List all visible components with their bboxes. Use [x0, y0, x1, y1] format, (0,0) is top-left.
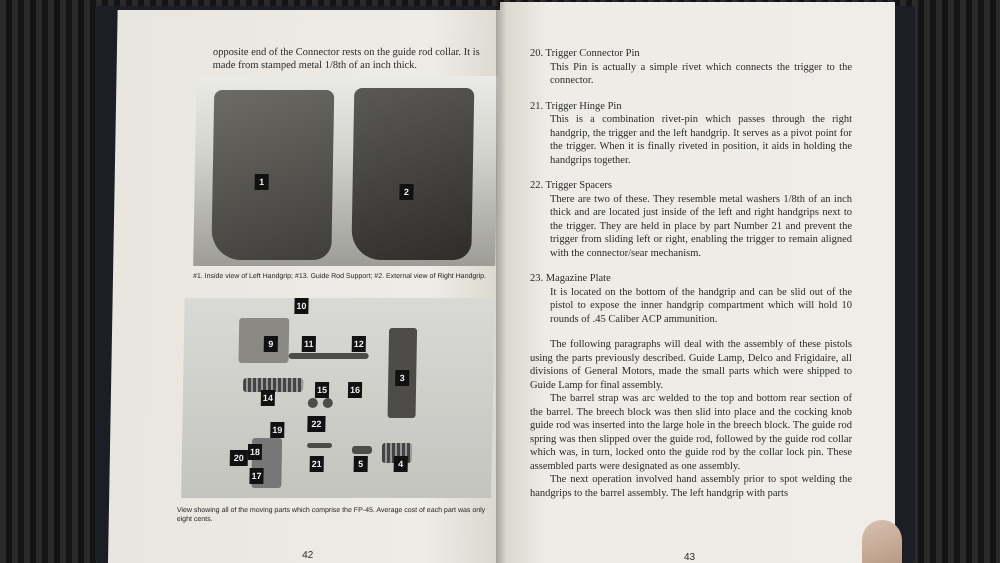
item-body: This Pin is actually a simple rivet which connects the trigger to the connector.	[550, 61, 852, 86]
part-tag: 9	[264, 336, 278, 352]
left-page-intro-text: opposite end of the Connector rests on the guide rod collar. It is made from stamped metal 1/8th of an inch thick.	[212, 47, 480, 71]
part-tag: 3	[395, 370, 409, 386]
item-title: 23. Magazine Plate	[530, 273, 611, 284]
part-tag: 11	[302, 336, 316, 352]
part-tag: 21	[310, 456, 324, 472]
thumb	[862, 520, 902, 563]
body-paragraph: The next operation involved hand assembly prior to spot welding the handgrips to the barrel assembly. The left handgrip with parts	[530, 474, 852, 499]
page-number: 42	[302, 550, 314, 561]
photo2-caption: View showing all of the moving parts which comprise the FP-45. Average cost of each part was only eight cents.	[176, 507, 486, 523]
right-page-text	[530, 47, 852, 500]
part-tag: 16	[348, 382, 362, 398]
parts-photo	[181, 298, 494, 498]
left-page	[108, 10, 513, 563]
part-tag: 20	[230, 450, 248, 466]
part-tag: 2	[399, 184, 413, 200]
list-item	[530, 179, 852, 260]
part-tag: 15	[315, 382, 329, 398]
part-tag: 22	[307, 416, 325, 432]
page-number: 43	[684, 552, 696, 563]
trigger-image	[352, 446, 372, 454]
right-page	[500, 2, 895, 563]
part-tag: 5	[354, 456, 368, 472]
item-title: 21. Trigger Hinge Pin	[530, 100, 622, 112]
body-paragraph: The following paragraphs will deal with the assembly of these pistols using the parts previously described. Guide Lamp, Delco and Frigidaire, all divisions of General Motors, made the small parts which were shipped to Guide Lamp for final assembly.	[530, 339, 852, 391]
right-handgrip-image	[351, 88, 474, 260]
washer-image	[323, 398, 333, 408]
body-paragraph: The barrel strap was arc welded to the top and bottom rear section of the barrel. The breech block was then slid into place and the cocking knob guide rod was inserted into the large hole in the breech block. The guide rod spring was then slipped over the guide rod, followed by the guide rod collar which was, in turn, locked onto the guide rod by the collar lock pin. These assembled parts were designated as one assembly.	[530, 393, 852, 472]
item-body: It is located on the bottom of the handgrip and can be slid out of the pistol to expose the inner handgrip compartment which will hold 10 rounds of .45 Caliber ACP ammunition.	[550, 286, 852, 325]
photo1-caption: #1. Inside view of Left Handgrip; #13. Guide Rod Support; #2. External view of Right Handgrip.	[192, 273, 487, 280]
item-title: 22. Trigger Spacers	[530, 180, 612, 191]
part-tag: 12	[352, 336, 366, 352]
item-title: 20. Trigger Connector Pin	[530, 48, 640, 59]
part-tag: 1	[255, 174, 269, 190]
guide-rod-image	[289, 353, 369, 359]
part-tag: 14	[261, 390, 275, 406]
part-tag: 17	[249, 468, 263, 484]
part-tag: 4	[394, 456, 408, 472]
part-tag: 19	[270, 422, 284, 438]
item-body: There are two of these. They resemble metal washers 1/8th of an inch thick and are located just inside of the left and right handgrips next to the trigger. They are held in place by part Number 21 and prevent the trigger from sliding left or right, enabling the trigger to remain aligned with the connector/sear mechanism.	[550, 193, 852, 259]
list-item	[530, 47, 852, 88]
washer-image	[308, 398, 318, 408]
pin-image	[307, 443, 332, 448]
book-gutter	[496, 0, 506, 563]
left-handgrip-image	[211, 90, 334, 260]
item-body: This is a combination rivet-pin which passes through the right handgrip, the trigger and the left handgrip. It serves as a pivot point for the trigger. When it is finally riveted in position, it aids in holding the handgrips together.	[550, 114, 852, 166]
part-tag: 10	[294, 298, 308, 314]
list-item	[530, 272, 852, 326]
handgrip-photo	[193, 76, 498, 266]
part-tag: 18	[248, 444, 262, 460]
list-item	[530, 100, 852, 168]
